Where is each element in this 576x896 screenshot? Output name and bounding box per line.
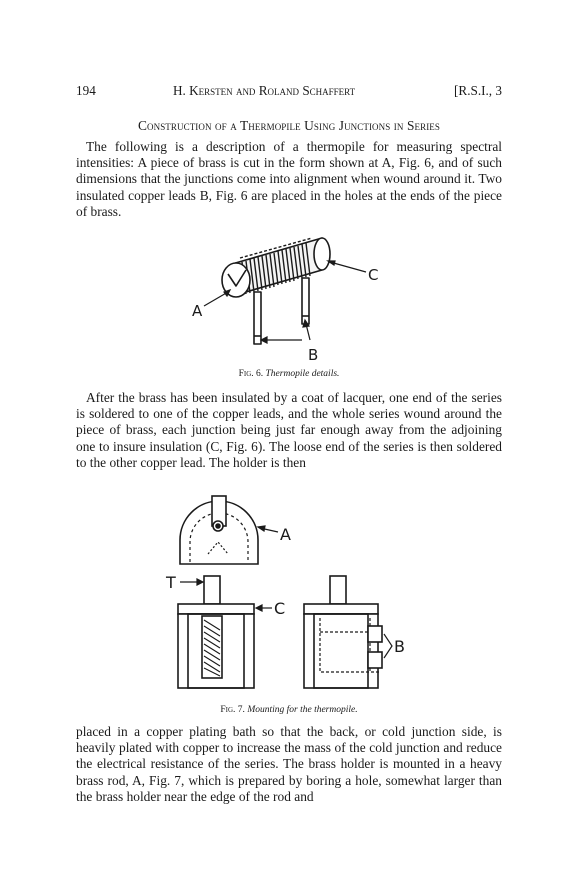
figure-6-label-c: C: [368, 266, 379, 284]
paragraph-1: The following is a description of a thermopile for measuring spectral intensities: A piece of brass is cut in the form shown at A, Fig. 6, and of such dimensions that the junctions come into alignment when wound around it. Two insulated copper leads B, Fig. 6 are placed in the holes at the ends of the piece of brass.: [76, 139, 502, 219]
paragraph-2: After the brass has been insulated by a coat of lacquer, one end of the series is soldered to one of the copper leads, and the whole series wound around the piece of brass, each junction being just far enough away from the adjoining one to insure insulation (C, Fig. 6). The loose end of the series is then soldered to the other copper lead. The holder is then: [76, 390, 502, 470]
figure-7-label-b: B: [394, 637, 405, 656]
figure-7-label-a: A: [280, 525, 291, 544]
figure-7-caption: Fig. 7. Mounting for the thermopile.: [220, 705, 358, 715]
figure-6-label-b: B: [308, 346, 319, 364]
figure-6-thermopile-details: [170, 232, 410, 368]
paragraph-3: placed in a copper plating bath so that the back, or cold junction side, is heavily plated with copper to increase the mass of the cold junction and reduce the electrical resistance of the series. The brass holder is mounted in a heavy brass rod, A, Fig. 7, which is prepared by boring a hole, somewhat larger than the brass holder near the edge of the rod and: [76, 724, 502, 804]
page-number: 194: [76, 83, 96, 98]
header-authors: H. Kersten and Roland Schaffert: [173, 83, 356, 98]
figure-6-caption: Fig. 6. Thermopile details.: [238, 369, 340, 379]
header-journal: [R.S.I., 3: [454, 83, 502, 98]
figure-7-label-c: C: [274, 599, 286, 618]
figure-7-mounting: [160, 484, 420, 700]
figure-7-label-t: T: [166, 573, 176, 592]
section-title: Construction of a Thermopile Using Junctions in Series: [137, 118, 441, 133]
running-header: [76, 83, 502, 101]
figure-6-label-a: A: [192, 302, 203, 320]
